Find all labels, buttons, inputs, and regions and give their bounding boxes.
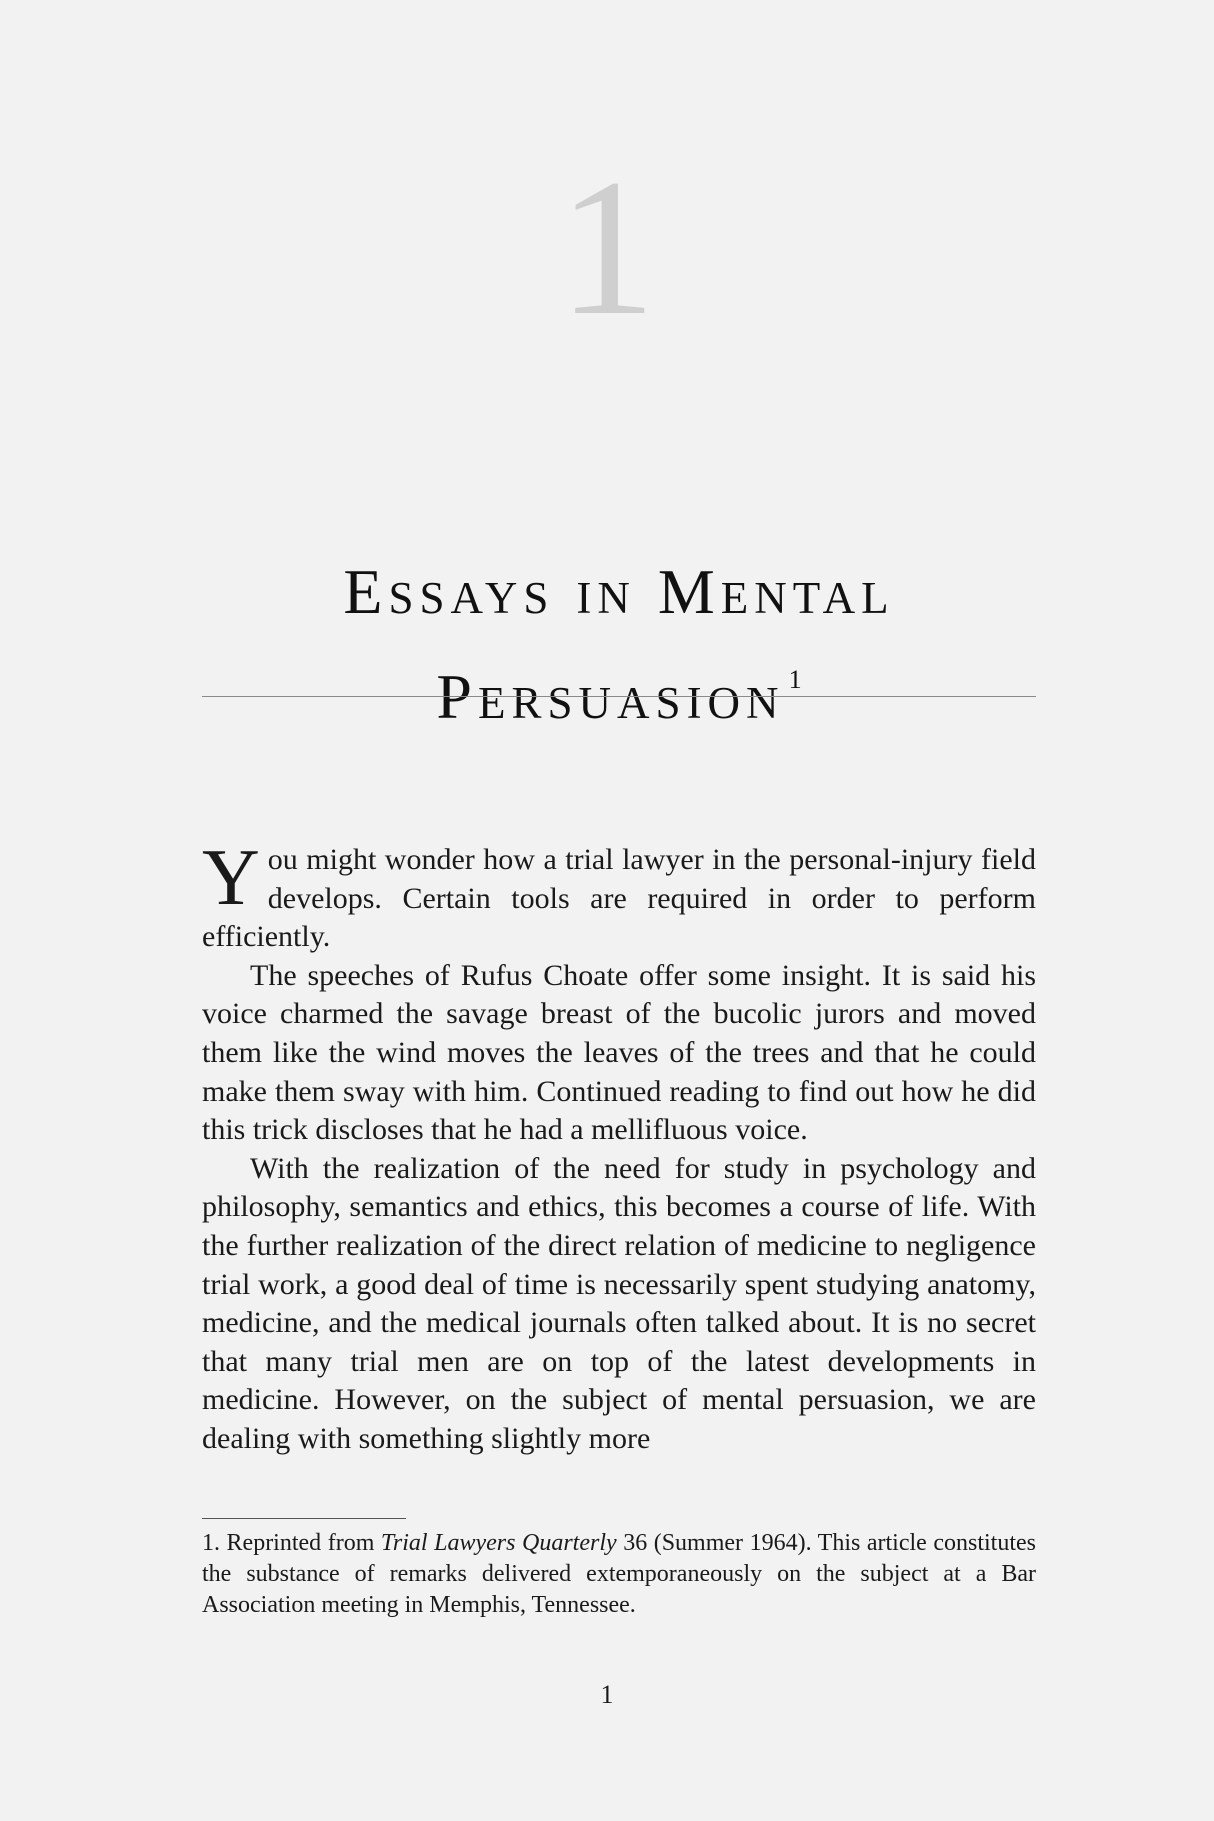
page-number: 1 <box>600 1680 614 1709</box>
footnote-divider <box>202 1518 406 1519</box>
chapter-number: 1 <box>558 139 656 356</box>
paragraph-2: The speeches of Rufus Choate offer some insight. It is said his voice charmed the savage breast of the bucolic jurors and moved them like the wind moves the leaves of the trees and that he could make them sway with him. Continued reading to find out how he did this trick discloses that he had a mellifluous voice. <box>202 958 1036 1147</box>
chapter-title <box>202 548 1036 741</box>
title-divider <box>202 696 1036 697</box>
chapter-title-line-2-text: Persuasion <box>436 661 785 732</box>
paragraph-1 <box>202 834 1036 957</box>
chapter-title-line-2 <box>202 636 1036 741</box>
paragraph-1-text: ou might wonder how a trial lawyer in the personal-injury field develops. Certain tools are required in order to perform efficiently. <box>202 843 1036 954</box>
footnote-source-title: Trial Lawyers Quarterly <box>380 1530 617 1556</box>
footnote <box>202 1528 1036 1621</box>
footnote-suffix: 36 (Summer 1964). This article constitutes the substance of remarks delivered extemporaneously on the subject at a Bar Association meeting in Memphis, Tennessee. <box>202 1530 1036 1618</box>
footnote-marker: 1. <box>202 1530 220 1556</box>
paragraph-3: With the realization of the need for study in psychology and philosophy, semantics and ethics, this becomes a course of life. With the further realization of the direct relation of medicine to negligence trial work, a good deal of time is necessarily spent studying anatomy, medicine, and the medical journals often talked about. It is no secret that many trial men are on top of the latest developments in medicine. However, on the subject of mental persuasion, we are dealing with something slightly more <box>202 1151 1036 1455</box>
footnote-prefix: Reprinted from <box>226 1530 375 1556</box>
title-footnote-marker: 1 <box>788 665 802 694</box>
body-text <box>202 834 1036 1459</box>
chapter-title-line-1: Essays in Mental <box>343 556 895 627</box>
drop-cap: Y <box>202 834 260 922</box>
